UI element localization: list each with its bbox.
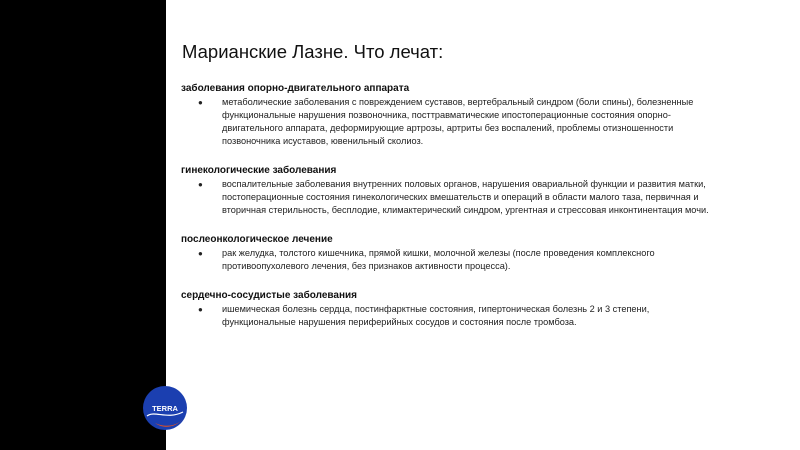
list-item [181, 247, 721, 273]
section-musculoskeletal [181, 82, 721, 148]
list-item-text: воспалительные заболевания внутренних половых органов, нарушения овариальной функции и развития матки, постоперационные состояния гинекологических вмешательств и операций в области малого таза, первичная и вторичная стерильность, бесплодие, климактерический синдром, ургентная и стрессовая инконтинентация мочи. [222, 179, 709, 215]
slide-content [181, 82, 721, 345]
logo-text: TERRA [152, 404, 178, 413]
list-item [181, 303, 721, 329]
slide [166, 0, 800, 450]
left-sidebar [0, 0, 166, 450]
bullet-icon: ● [198, 98, 203, 107]
section-cardiovascular [181, 289, 721, 329]
section-gynecological [181, 164, 721, 217]
bullet-icon: ● [198, 180, 203, 189]
list-item-text: рак желудка, толстого кишечника, прямой кишки, молочной железы (после проведения комплексного противоопухолевого лечения, без признаков активности процесса). [222, 248, 655, 271]
list-item [181, 96, 721, 148]
slide-title: Марианские Лазне. Что лечат: [182, 41, 444, 62]
list-item [181, 178, 721, 217]
list-item-text: ишемическая болезнь сердца, постинфарктные состояния, гипертоническая болезнь 2 и 3 степени, функциональные нарушения периферийных сосудов и состояния после тромбоза. [222, 304, 650, 327]
section-heading: гинекологические заболевания [181, 165, 337, 176]
list-item-text: метаболические заболевания с повреждением суставов, вертебральный синдром (боли спины), болезненные функциональные нарушения позвоночника, посттравматические ипостоперационные состояния опорно-двигательного аппарата, деформирующие артрозы, артриты без воспалений, проблемы отизношенности позвоночника исуставов, ювенильный сколиоз. [222, 97, 694, 146]
section-post-oncology [181, 233, 721, 273]
bullet-icon: ● [198, 305, 203, 314]
section-heading: заболевания опорно-двигательного аппарата [181, 83, 410, 94]
section-heading: послеонкологическое лечение [181, 234, 333, 245]
section-heading: сердечно-сосудистые заболевания [181, 290, 357, 301]
bullet-icon: ● [198, 249, 203, 258]
